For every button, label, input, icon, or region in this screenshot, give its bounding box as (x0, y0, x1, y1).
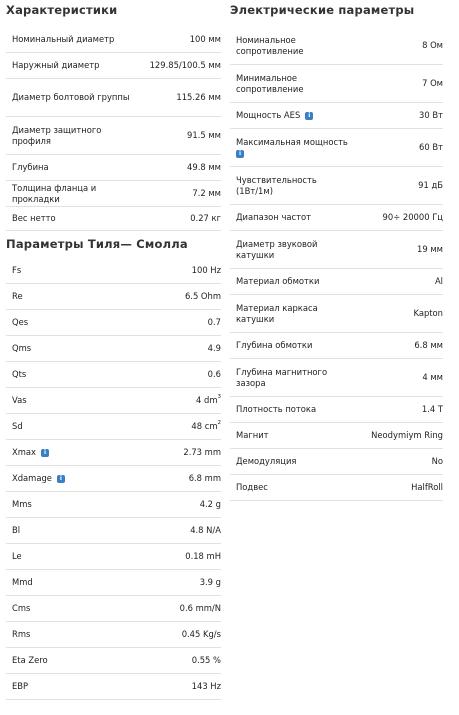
row-label-text: Диаметр защитного профиля (12, 125, 102, 146)
row-label (6, 213, 56, 224)
row-label (6, 681, 28, 692)
row-label (6, 265, 21, 276)
table-row (230, 103, 443, 129)
row-value (187, 130, 221, 141)
unit-superscript: 3 (217, 394, 221, 401)
row-label (230, 303, 355, 324)
info-icon[interactable]: i (236, 150, 244, 158)
row-label (6, 577, 33, 588)
row-value-text: 19 мм (417, 244, 443, 255)
row-label-text: Vas (12, 395, 27, 406)
row-value (191, 421, 221, 432)
row-value-text: 48 cm (191, 421, 218, 432)
row-value-text: 49.8 мм (187, 162, 221, 173)
row-value-text: 90÷ 20000 Гц (382, 212, 443, 223)
row-value-text: 0.27 кг (190, 213, 221, 224)
characteristics-table (6, 27, 221, 231)
row-label (6, 473, 65, 484)
row-label-text: Максимальная мощность (236, 137, 348, 148)
row-label-text: Re (12, 291, 23, 302)
row-value (176, 92, 221, 103)
row-value (200, 499, 221, 510)
row-value-text: 100 Hz (191, 265, 221, 276)
row-value-text: Al (434, 276, 443, 287)
row-label-text: Mmd (12, 577, 33, 588)
row-label-text: Le (12, 551, 22, 562)
row-value (419, 142, 443, 153)
row-value-text: 6.8 mm (188, 473, 221, 484)
row-label-text: Магнит (236, 430, 269, 441)
row-label-text: Qts (12, 369, 27, 380)
row-value-text: 3.9 g (199, 577, 221, 588)
row-value (192, 681, 221, 692)
table-row (230, 205, 443, 231)
unit-superscript: 2 (217, 420, 221, 427)
row-label-text: Rms (12, 629, 31, 640)
row-label-text: Мощность AES (236, 110, 301, 121)
row-value (422, 78, 443, 89)
row-value-text: 2.73 mm (183, 447, 221, 458)
left-column (6, 0, 221, 700)
row-value (192, 188, 221, 199)
table-row (230, 167, 443, 205)
row-label (6, 60, 99, 71)
row-value-text: 7.2 мм (192, 188, 221, 199)
row-label (6, 183, 131, 204)
row-value (183, 447, 221, 458)
row-label (230, 276, 319, 287)
row-value-text: No (431, 456, 443, 467)
row-label (230, 430, 269, 441)
table-row (230, 475, 443, 501)
row-value (418, 180, 443, 191)
row-value (419, 110, 443, 121)
row-value (422, 372, 443, 383)
row-label (6, 655, 48, 666)
table-row (6, 570, 221, 596)
row-label (230, 212, 311, 223)
row-value (411, 482, 443, 493)
row-label-text: Глубина (12, 162, 49, 173)
table-row (6, 155, 221, 181)
row-value-text: 6.8 мм (414, 340, 443, 351)
row-label (230, 239, 355, 260)
row-value-text: 100 мм (189, 34, 221, 45)
row-label-text: Минимальное сопротивление (236, 73, 304, 94)
row-label-text: Диаметр звуковой катушки (236, 239, 318, 260)
row-value (180, 603, 221, 614)
table-row (230, 295, 443, 333)
row-value-text: 0.7 (207, 317, 221, 328)
row-label-text: Глубина обмотки (236, 340, 313, 351)
row-label (6, 525, 20, 536)
row-label (6, 395, 27, 406)
row-label-text: Вес нетто (12, 213, 56, 224)
row-value-text: 0.18 mH (185, 551, 221, 562)
row-value-text: 115.26 мм (176, 92, 221, 103)
row-label (230, 73, 355, 94)
row-label-text: Глубина магнитного зазора (236, 367, 328, 388)
table-row (230, 359, 443, 397)
table-row (230, 449, 443, 475)
row-value-text: 143 Hz (191, 681, 221, 692)
row-value (150, 60, 221, 71)
row-value (185, 551, 221, 562)
row-value (413, 308, 443, 319)
row-label-text: Qes (12, 317, 29, 328)
row-value (190, 213, 221, 224)
row-label (230, 367, 355, 388)
table-row (6, 492, 221, 518)
row-label-text: Наружный диаметр (12, 60, 100, 71)
characteristics-title: Характеристики (6, 3, 118, 17)
table-row (6, 466, 221, 492)
row-value (190, 525, 221, 536)
row-value (383, 212, 443, 223)
row-value-text: 91.5 мм (187, 130, 221, 141)
table-row (230, 231, 443, 269)
row-label (6, 125, 131, 146)
table-row (6, 622, 221, 648)
row-value-text: 8 Ом (422, 40, 443, 51)
row-value-text: 0.45 Kg/s (181, 629, 221, 640)
table-row (230, 129, 443, 167)
row-label (6, 343, 31, 354)
row-value (192, 655, 221, 666)
row-label-text: Диапазон частот (236, 212, 312, 223)
row-value (432, 456, 443, 467)
row-label (230, 404, 316, 415)
row-value (192, 265, 221, 276)
row-label (230, 340, 312, 351)
row-value-text: 0.6 (207, 369, 221, 380)
row-label (230, 137, 355, 158)
table-row (6, 284, 221, 310)
row-value (414, 340, 443, 351)
row-value (417, 244, 443, 255)
row-value (187, 162, 221, 173)
table-row (6, 53, 221, 79)
row-label-text: Cms (12, 603, 31, 614)
table-row (6, 79, 221, 117)
table-row (6, 596, 221, 622)
row-label-text: Sd (12, 421, 23, 432)
row-label-text: Bl (12, 525, 21, 536)
row-label-text: Диаметр болтовой группы (12, 92, 130, 103)
row-label (6, 499, 32, 510)
row-label-text: Чувствительность (1Вт/1м) (236, 175, 317, 196)
row-label (6, 629, 30, 640)
row-label (6, 603, 30, 614)
row-value-text: 129.85/100.5 мм (149, 60, 221, 71)
table-row (6, 310, 221, 336)
row-label-text: Материал обмотки (236, 276, 320, 287)
row-label-text: Xdamage (12, 473, 52, 484)
row-label (6, 317, 28, 328)
row-label-text: EBP (12, 681, 29, 692)
table-row (6, 544, 221, 570)
row-label (6, 92, 130, 103)
row-value-text: 7 Ом (422, 78, 443, 89)
table-row (230, 269, 443, 295)
row-value-text: 4 мм (422, 372, 443, 383)
row-value-text: 30 Вт (419, 110, 443, 121)
row-value-text: 91 дБ (418, 180, 443, 191)
table-row (6, 362, 221, 388)
row-label (6, 551, 22, 562)
row-value (208, 317, 221, 328)
row-value (208, 369, 221, 380)
row-label-text: Fs (12, 265, 22, 276)
row-label-text: Mms (12, 499, 32, 510)
electrical-title: Электрические параметры (230, 3, 415, 17)
row-label-text: Xmax (12, 447, 36, 458)
electrical-table (230, 27, 443, 501)
row-value-text: Kapton (413, 308, 443, 319)
row-value-text: 4 dm (196, 395, 218, 406)
row-value-text: 4.8 N/A (190, 525, 221, 536)
row-value (190, 34, 221, 45)
right-column (230, 0, 443, 501)
table-row (6, 648, 221, 674)
row-label-text: Толщина фланца и прокладки (12, 183, 97, 204)
table-row (6, 388, 221, 414)
table-row (6, 207, 221, 231)
row-label (6, 291, 23, 302)
row-label (230, 35, 355, 56)
info-icon[interactable]: i (305, 112, 313, 120)
table-row (6, 674, 221, 700)
row-label-text: Плотность потока (236, 404, 317, 415)
row-value-text: 0.6 mm/N (179, 603, 221, 614)
row-value (200, 577, 221, 588)
row-value-text: 4.9 (207, 343, 221, 354)
row-value (371, 430, 443, 441)
row-value-text: 0.55 % (191, 655, 221, 666)
row-value (182, 629, 221, 640)
row-label (6, 421, 23, 432)
row-label (230, 482, 268, 493)
row-label (230, 456, 296, 467)
row-value (422, 404, 443, 415)
row-value (435, 276, 443, 287)
row-label-text: Eta Zero (12, 655, 48, 666)
row-value-text: 4.2 g (199, 499, 221, 510)
row-label-text: Qms (12, 343, 32, 354)
row-label (6, 34, 114, 45)
table-row (6, 518, 221, 544)
row-value (189, 473, 221, 484)
row-label (230, 175, 355, 196)
table-row (6, 414, 221, 440)
row-value-text: 60 Вт (419, 142, 443, 153)
row-value-text: 1.4 T (421, 404, 443, 415)
row-value-text: HalfRoll (411, 482, 443, 493)
table-row (230, 333, 443, 359)
table-row (6, 117, 221, 155)
info-icon[interactable]: i (57, 475, 65, 483)
table-row (6, 440, 221, 466)
row-value (422, 40, 443, 51)
table-row (230, 423, 443, 449)
table-row (6, 258, 221, 284)
table-row (6, 27, 221, 53)
row-label (6, 447, 49, 458)
row-label (6, 162, 49, 173)
row-label (230, 110, 313, 121)
row-value-text: Neodymiym Ring (371, 430, 443, 441)
thiele-small-table (6, 258, 221, 700)
row-label-text: Номинальное сопротивление (236, 35, 304, 56)
row-label-text: Подвес (236, 482, 268, 493)
row-label-text: Демодуляция (236, 456, 297, 467)
row-value-text: 6.5 Ohm (184, 291, 221, 302)
thiele-small-title: Параметры Тиля— Смолла (6, 237, 188, 251)
row-value (208, 343, 221, 354)
row-value (196, 395, 221, 406)
row-value (185, 291, 221, 302)
table-row (6, 181, 221, 207)
row-label-text: Номинальный диаметр (12, 34, 115, 45)
row-label-text: Материал каркаса катушки (236, 303, 318, 324)
table-row (230, 27, 443, 65)
table-row (230, 65, 443, 103)
row-label (6, 369, 26, 380)
info-icon[interactable]: i (41, 449, 49, 457)
table-row (6, 336, 221, 362)
table-row (230, 397, 443, 423)
